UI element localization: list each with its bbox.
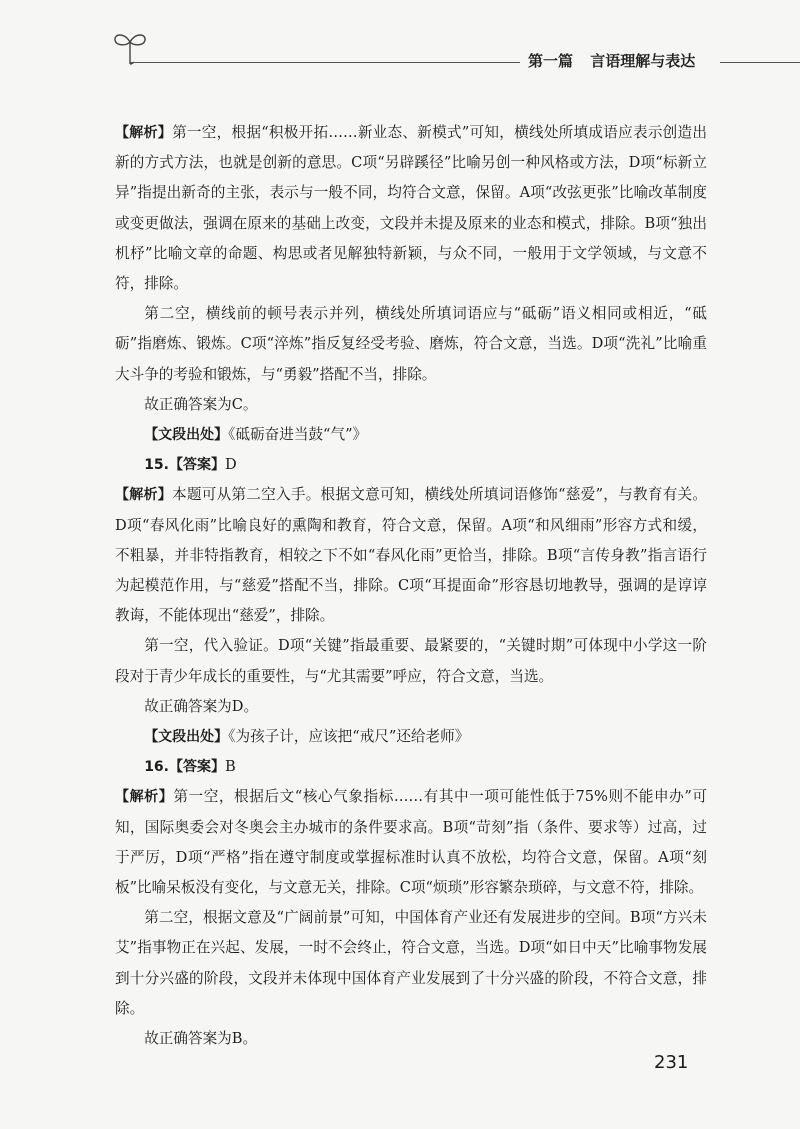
page-number: 231: [654, 1052, 689, 1073]
paragraph-text: 故正确答案为D。: [144, 697, 259, 715]
header-rule-right: [720, 62, 800, 63]
source-tag: 【文段出处】: [144, 729, 229, 746]
answer-key-paragraph: [115, 752, 707, 782]
analysis-tag: 【解析】: [115, 125, 173, 141]
paragraph-text: 故正确答案为B。: [144, 1030, 258, 1048]
paragraph-text: B: [225, 758, 236, 776]
paragraph-text: 第二空，根据文意及“广阔前景”可知，中国体育产业还有发展进步的空间。B项“方兴未艾”指事物正在兴起、发展，一时不会终止，符合文意，当选。D项“如日中天”比喻事物发展到十分兴盛的阶段，文段并未体现中国体育产业发展到了十分兴盛的阶段，不符合文意，排除。: [115, 909, 707, 1017]
source-paragraph: [115, 420, 707, 450]
analysis-tag: 【解析】: [115, 789, 174, 806]
body-paragraph: [115, 631, 707, 691]
answer-paragraph: [115, 692, 707, 722]
paragraph-text: 《为孩子计，应该把“戒尺”还给老师》: [228, 728, 470, 746]
source-paragraph: [115, 722, 707, 752]
running-header: [528, 50, 695, 71]
body-paragraph: [115, 903, 707, 1024]
page-body: [115, 118, 707, 1054]
header-section: 言语理解与表达: [590, 52, 696, 70]
answer-paragraph: [115, 390, 707, 420]
header-part: 第一篇: [528, 52, 574, 70]
analysis-paragraph: [115, 782, 707, 903]
paragraph-text: 第一空，代入验证。D项“关键”指最重要、最紧要的，“关键时期”可体现中小学这一阶段对于青少年成长的重要性，与“尤其需要”呼应，符合文意，当选。: [115, 637, 708, 685]
paragraph-text: 第一空，根据“积极开拓……新业态、新模式”可知，横线处所填成语应表示创造出新的方式方法，也就是创新的意思。C项“另辟蹊径”比喻另创一种风格或方法，D项“标新立异”指提出新奇的主张，表示与一般不同，均符合文意，保留。A项“改弦更张”比喻改革制度或变更做法，强调在原来的基础上改变，文段并未提及原来的业态和模式，排除。B项“独出机杼”比喻文章的命题、构思或者见解独特新颖，与众不同，一般用于文学领域，与文意不符，排除。: [115, 124, 707, 293]
answer-tag: 16.【答案】: [144, 759, 225, 776]
answer-paragraph: [115, 1024, 707, 1054]
answer-tag: 15.【答案】: [144, 457, 225, 474]
paragraph-text: D: [225, 456, 237, 474]
paragraph-text: 第二空，横线前的顿号表示并列，横线处所填词语应与“砥砺”语义相同或相近，“砥砺”指磨炼、锻炼。C项“淬炼”指反复经受考验、磨炼，符合文意，当选。D项“洗礼”比喻重大斗争的考验和锻炼，与“勇毅”搭配不当，排除。: [115, 305, 707, 383]
paragraph-text: 第一空，根据后文“核心气象指标……有其中一项可能性低于75%则不能申办”可知，国际奥委会对冬奥会主办城市的条件要求高。B项“苛刻”指（条件、要求等）过高，过于严厉，D项“严格”指在遵守制度或掌握标准时认真不放松，均符合文意，保留。A项“刻板”比喻呆板没有变化，与文意无关，排除。C项“烦琐”形容繁杂琐碎，与文意不符，排除。: [115, 788, 707, 897]
header-rule-left: [130, 62, 520, 63]
analysis-paragraph: [115, 118, 707, 299]
answer-key-paragraph: [115, 450, 707, 480]
page-header: [0, 0, 800, 80]
analysis-tag: 【解析】: [115, 487, 173, 504]
body-paragraph: [115, 299, 707, 390]
paragraph-text: 故正确答案为C。: [144, 395, 258, 413]
paragraph-text: 本题可从第二空入手。根据文意可知，横线处所填词语修饰“慈爱”，与教育有关。D项“春风化雨”比喻良好的熏陶和教育，符合文意，保留。A项“和风细雨”形容方式和缓，不粗暴，并非特指教育，相较之下不如“春风化雨”更恰当，排除。B项“言传身教”指言语行为起模范作用，与“慈爱”搭配不当，排除。C项“耳提面命”形容恳切地教导，强调的是谆谆教诲，不能体现出“慈爱”，排除。: [115, 486, 707, 625]
analysis-paragraph: [115, 480, 707, 631]
paragraph-text: 《砥砺奋进当鼓“气”》: [228, 426, 368, 444]
source-tag: 【文段出处】: [144, 427, 229, 444]
